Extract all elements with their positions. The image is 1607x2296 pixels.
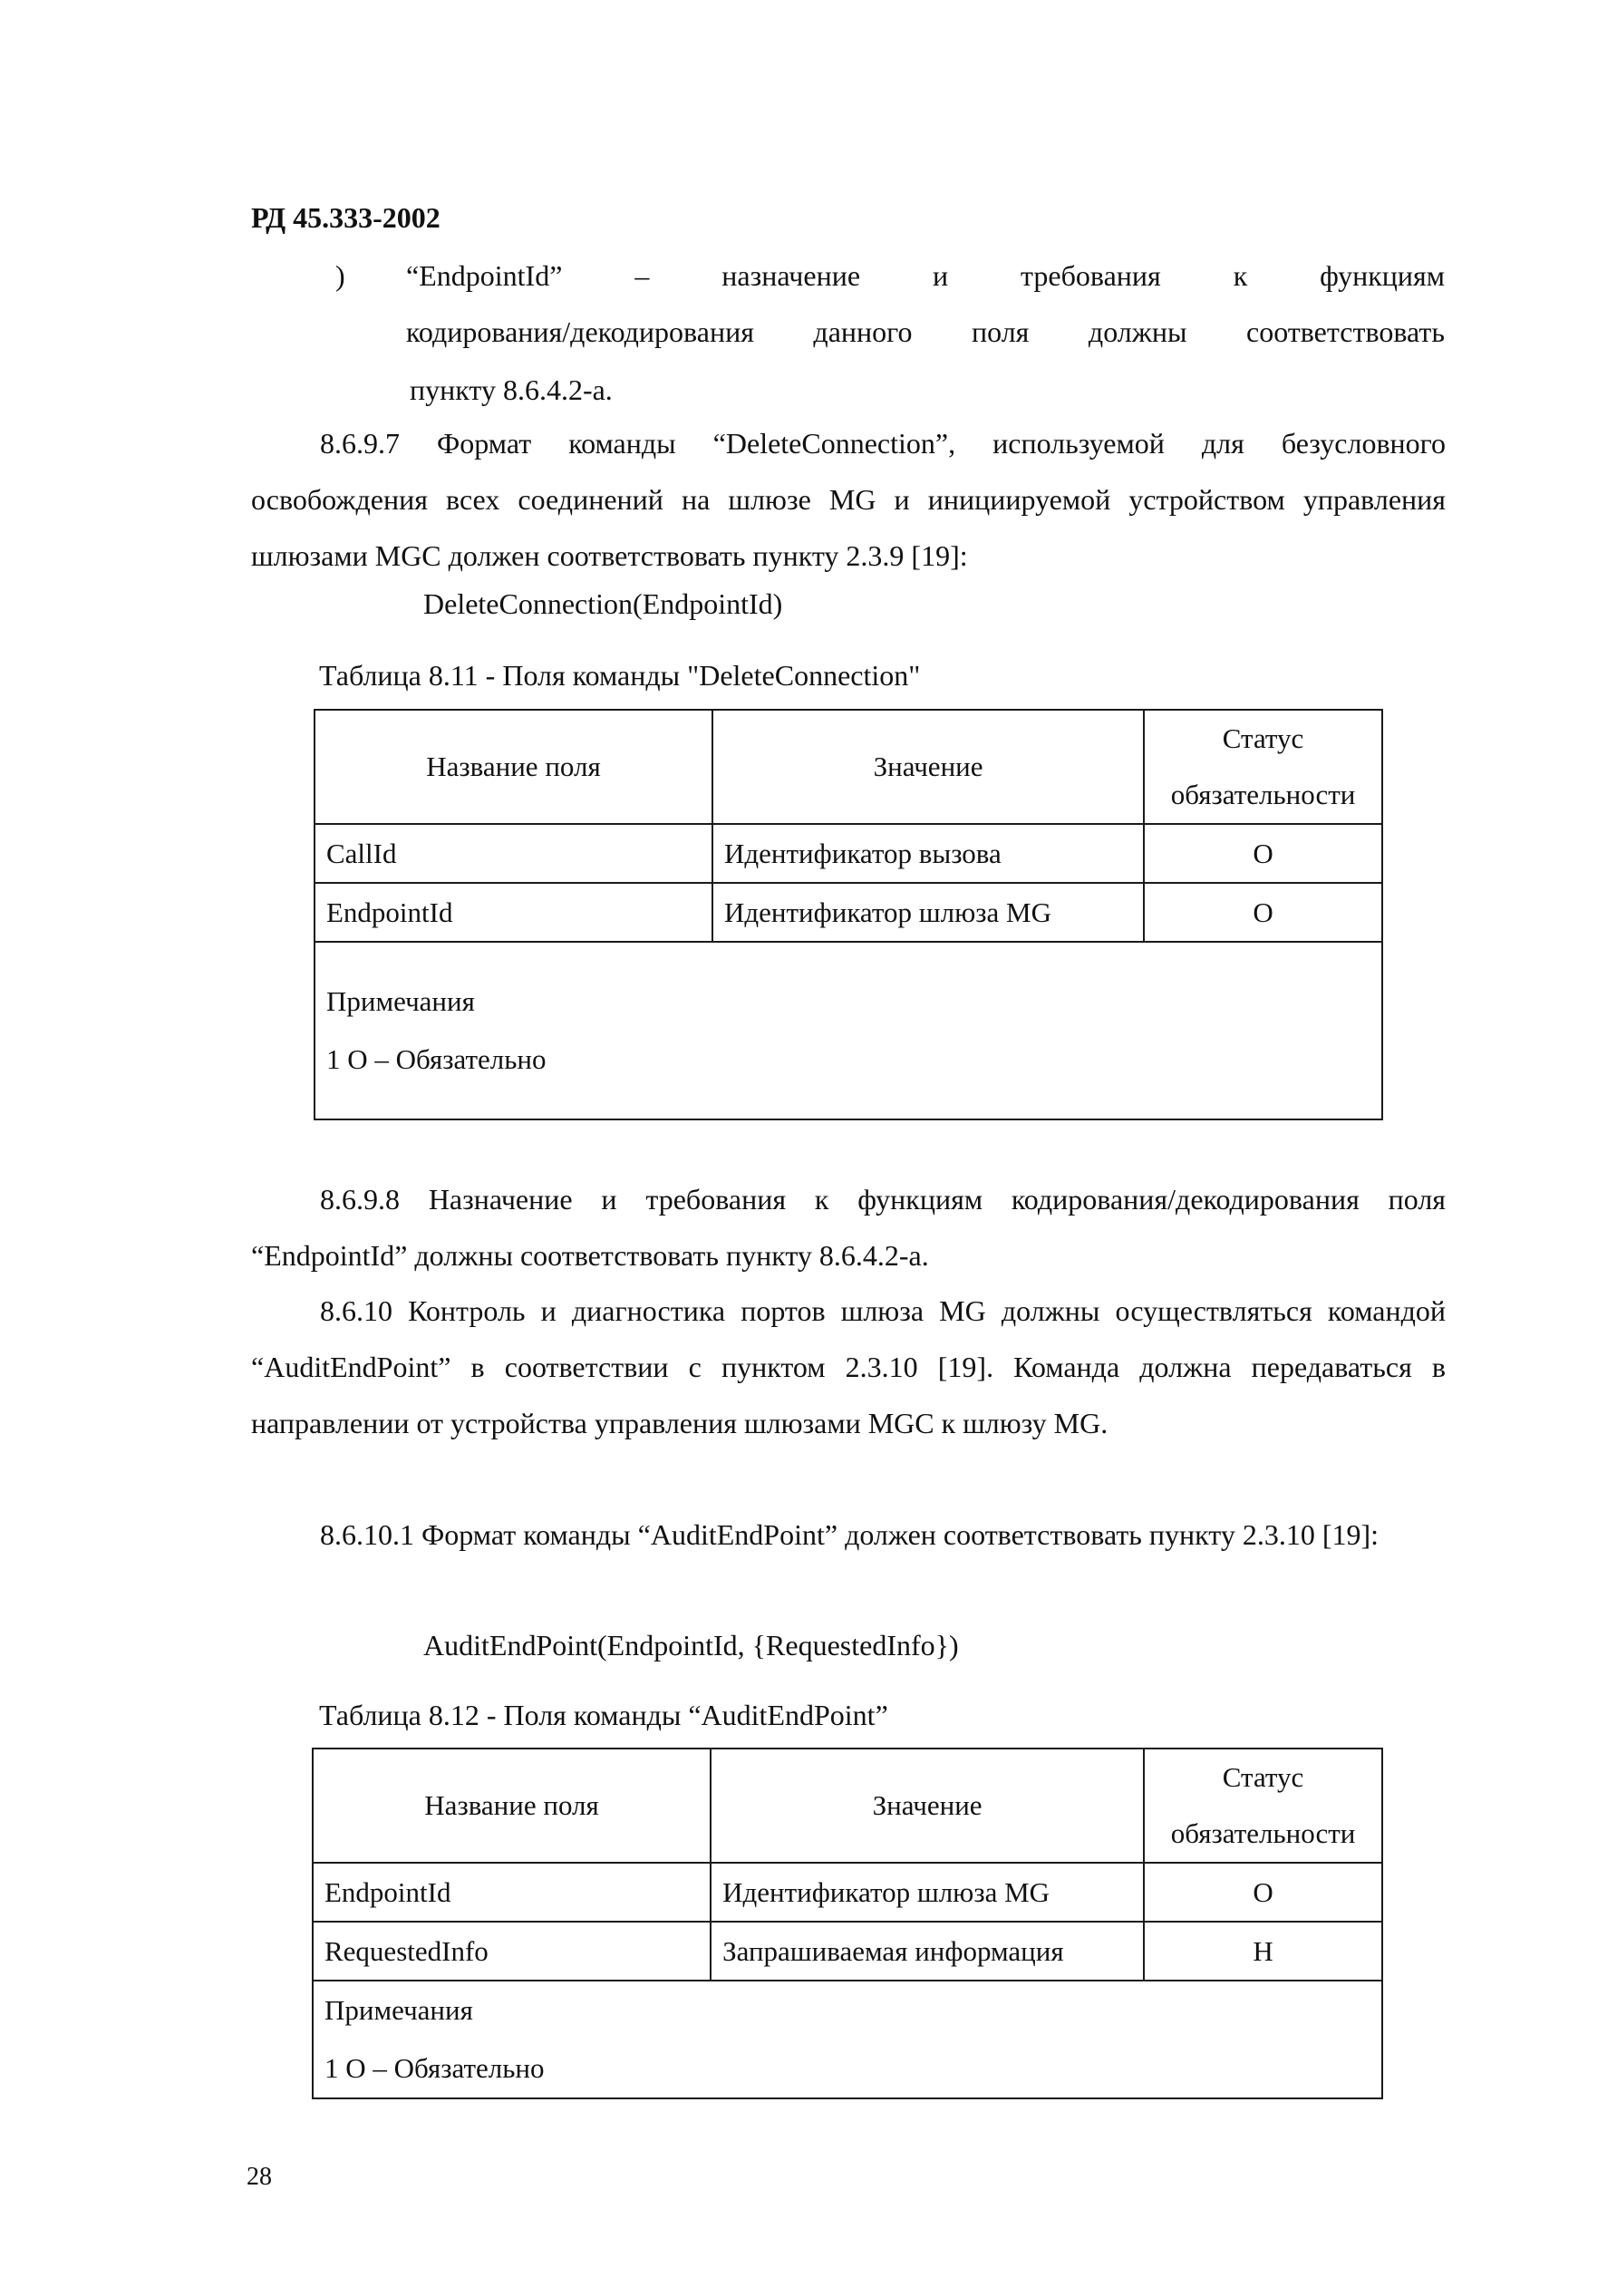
item-word: должны <box>1088 315 1187 348</box>
page-number: 28 <box>247 2163 272 2191</box>
field-name-cell: EndpointId <box>315 883 712 942</box>
table-8-11 <box>314 709 1383 1120</box>
item-word: поля <box>972 315 1030 348</box>
item-word: функциям <box>1320 259 1445 292</box>
item-line-2 <box>406 315 1445 349</box>
table-notes: Примечания 1 O – Обязательно <box>313 1981 1382 2098</box>
paragraph-8-6-10-1: 8.6.10.1 Формат команды “AuditEndPoint” должен соответствовать пункту 2.3.10 [19]: <box>320 1518 1380 1551</box>
header-value: Значение <box>711 1749 1144 1863</box>
paragraph-8-6-9-8: 8.6.9.8 Назначение и требования к функциям кодирования/декодирования поля “EndpointId” должны соответствовать пункту 8.6.4.2-а. <box>251 1183 1446 1272</box>
table-row <box>313 1922 1382 1981</box>
field-name-cell: CallId <box>315 824 712 883</box>
item-word: к <box>1233 259 1248 292</box>
field-status-cell: Н <box>1144 1922 1382 1981</box>
header-status: Статус обязательности <box>1144 710 1382 824</box>
item-dash: – <box>634 259 650 292</box>
field-value-cell: Идентификатор вызова <box>712 824 1144 883</box>
item-word: данного <box>813 315 913 348</box>
table-header-row <box>315 710 1382 824</box>
field-name-cell: EndpointId <box>313 1863 711 1922</box>
item-term: “EndpointId” <box>406 259 563 292</box>
field-value-cell: Идентификатор шлюза MG <box>712 883 1144 942</box>
field-value-cell: Идентификатор шлюза MG <box>711 1863 1144 1922</box>
field-name-cell: RequestedInfo <box>313 1922 711 1981</box>
item-word: соответствовать <box>1245 315 1445 348</box>
field-status-cell: O <box>1144 1863 1382 1922</box>
paragraph-8-6-9-7: 8.6.9.7 Формат команды “DeleteConnection”, используемой для безусловного освобождения всех соединений на шлюзе MG и инициируемой устройством управления шлюзами MGC должен соответствовать пункту 2.3.9 [19]: <box>251 427 1446 572</box>
field-status-cell: O <box>1144 824 1382 883</box>
header-field-name: Название поля <box>315 710 712 824</box>
document-header: РД 45.333-2002 <box>251 201 440 234</box>
item-line-1 <box>406 259 1445 293</box>
table-8-12 <box>312 1748 1383 2099</box>
item-word: и <box>932 259 949 292</box>
formula-audit-endpoint: AuditEndPoint(EndpointId, {RequestedInfo}) <box>423 1629 959 1661</box>
item-marker: ) <box>335 259 345 292</box>
table-row <box>313 1863 1382 1922</box>
item-word: назначение <box>721 259 861 292</box>
item-word: кодирования/декодирования <box>406 315 754 348</box>
table-row <box>315 824 1382 883</box>
table-notes: Примечания 1 O – Обязательно <box>315 942 1382 1119</box>
table-notes-row <box>315 942 1382 1119</box>
field-value-cell: Запрашиваемая информация <box>711 1922 1144 1981</box>
field-status-cell: O <box>1144 883 1382 942</box>
header-field-name: Название поля <box>313 1749 711 1863</box>
table-row <box>315 883 1382 942</box>
paragraph-8-6-10: 8.6.10 Контроль и диагностика портов шлюза MG должны осуществляться командой “AuditEndPoint” в соответствии с пунктом 2.3.10 [19]. Команда должна передаваться в направлении от устройства управления шлюзами MGC к шлюзу MG. <box>251 1294 1446 1439</box>
header-status: Статус обязательности <box>1144 1749 1382 1863</box>
table-8-12-caption: Таблица 8.12 - Поля команды “AuditEndPoint” <box>319 1699 888 1731</box>
table-notes-row <box>313 1981 1382 2098</box>
header-value: Значение <box>712 710 1144 824</box>
item-word: требования <box>1021 259 1161 292</box>
item-line-3: пункту 8.6.4.2-а. <box>410 373 613 406</box>
table-8-11-caption: Таблица 8.11 - Поля команды "DeleteConnection" <box>319 659 921 692</box>
formula-delete-connection: DeleteConnection(EndpointId) <box>423 587 783 620</box>
table-header-row <box>313 1749 1382 1863</box>
